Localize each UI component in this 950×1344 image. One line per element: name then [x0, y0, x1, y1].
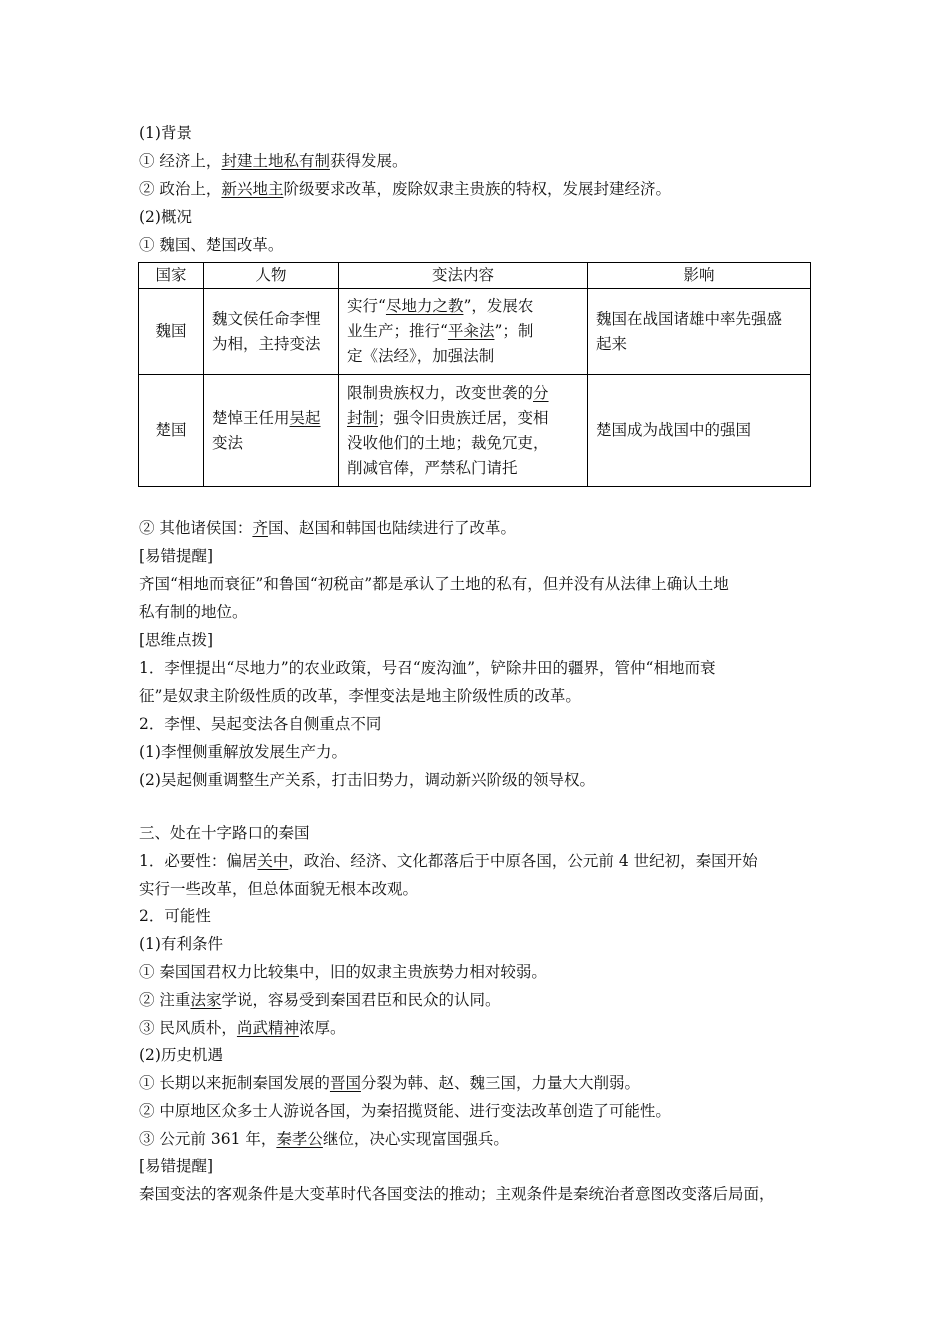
reminder-text: 私有制的地位。 [139, 603, 248, 621]
cell-content: 限制贵族权力，改变世袭的分 封制；强令旧贵族迁居，变相 没收他们的土地；裁免冗吏， 削减官俸，严禁私门请托 [339, 375, 588, 487]
col-header: 影响 [588, 263, 811, 289]
opportunity-item: ③ 公元前 361 年，秦孝公继位，决心实现富国强兵。 [139, 1130, 509, 1148]
section-title: 三、处在十字路口的秦国 [139, 824, 310, 842]
thinking-text: 征”是奴隶主阶级性质的改革，李悝变法是地主阶级性质的改革。 [139, 687, 581, 705]
necessity-line: 实行一些改革，但总体面貌无根本改观。 [139, 880, 419, 898]
thinking-text: (1)李悝侧重解放发展生产力。 [139, 743, 347, 761]
key-term: 封制 [347, 408, 379, 427]
favorable-item: ① 秦国国君权力比较集中，旧的奴隶主贵族势力相对较弱。 [139, 963, 547, 981]
necessity-line: 1．必要性：偏居关中，政治、经济、文化都落后于中原各国，公元前 4 世纪初，秦国开始 [139, 852, 758, 870]
reminder-tag: [易错提醒] [139, 547, 214, 565]
cell-impact: 楚国成为战国中的强国 [588, 375, 811, 487]
key-term: 封建土地私有制 [221, 152, 330, 170]
key-term: 晋国 [329, 1074, 361, 1092]
reminder-text: 齐国“相地而衰征”和鲁国“初税亩”都是承认了土地的私有，但并没有从法律上确认土地 [139, 575, 729, 593]
cell-content: 实行“尽地力之教”，发展农 业生产；推行“平籴法”；制 定《法经》，加强法制 [339, 289, 588, 375]
thinking-text: (2)吴起侧重调整生产关系，打击旧势力，调动新兴阶级的领导权。 [139, 771, 595, 789]
cell-impact: 魏国在战国诸雄中率先强盛 起来 [588, 289, 811, 375]
key-term: 关中 [257, 852, 289, 870]
table-row-chu [139, 375, 811, 487]
overview-sub1: ① 魏国、楚国改革。 [139, 236, 284, 254]
thinking-tag: [思维点拨] [139, 631, 214, 649]
opportunity-heading: (2)历史机遇 [139, 1046, 223, 1064]
favorable-heading: (1)有利条件 [139, 935, 223, 953]
background-economy: ① 经济上，封建土地私有制获得发展。 [139, 152, 408, 170]
reminder-text: 秦国变法的客观条件是大变革时代各国变法的推动；主观条件是秦统治者意图改变落后局面， [139, 1185, 775, 1203]
cell-country: 楚国 [139, 375, 204, 487]
cell-country: 魏国 [139, 289, 204, 375]
possibility-heading: 2．可能性 [139, 907, 211, 925]
col-header: 国家 [139, 263, 204, 289]
table-row-wei [139, 289, 811, 375]
table-header-row [139, 263, 811, 289]
thinking-text: 1．李悝提出“尽地力”的农业政策，号召“废沟洫”，铲除井田的疆界，管仲“相地而衰 [139, 659, 716, 677]
opportunity-item: ② 中原地区众多士人游说各国，为秦招揽贤能、进行变法改革创造了可能性。 [139, 1102, 671, 1120]
favorable-item: ② 注重法家学说，容易受到秦国君臣和民众的认同。 [139, 991, 501, 1009]
cell-person: 魏文侯任命李悝 为相，主持变法 [204, 289, 339, 375]
cell-person: 楚悼王任用吴起 变法 [204, 375, 339, 487]
reminder-tag: [易错提醒] [139, 1157, 214, 1175]
key-term: 新兴地主 [221, 180, 284, 198]
other-states: ② 其他诸侯国：齐国、赵国和韩国也陆续进行了改革。 [139, 519, 516, 537]
key-term: 法家 [190, 991, 222, 1009]
thinking-text: 2．李悝、吴起变法各自侧重点不同 [139, 715, 382, 733]
key-term: 尚武精神 [236, 1019, 299, 1037]
background-politics: ② 政治上，新兴地主阶级要求改革，废除奴隶主贵族的特权，发展封建经济。 [139, 180, 671, 198]
opportunity-item: ① 长期以来扼制秦国发展的晋国分裂为韩、赵、魏三国，力量大大削弱。 [139, 1074, 640, 1092]
key-term: 齐 [252, 519, 268, 537]
reform-table [138, 262, 811, 487]
key-term: 平籴法 [447, 322, 495, 340]
favorable-item: ③ 民风质朴，尚武精神浓厚。 [139, 1019, 346, 1037]
overview-heading: (2)概况 [139, 208, 192, 226]
key-term: 分 [533, 383, 549, 402]
col-header: 人物 [204, 263, 339, 289]
key-term: 尽地力之教 [385, 297, 464, 315]
key-term: 吴起 [289, 408, 321, 427]
key-term: 秦孝公 [276, 1130, 323, 1148]
col-header: 变法内容 [339, 263, 588, 289]
background-heading: (1)背景 [139, 124, 192, 142]
